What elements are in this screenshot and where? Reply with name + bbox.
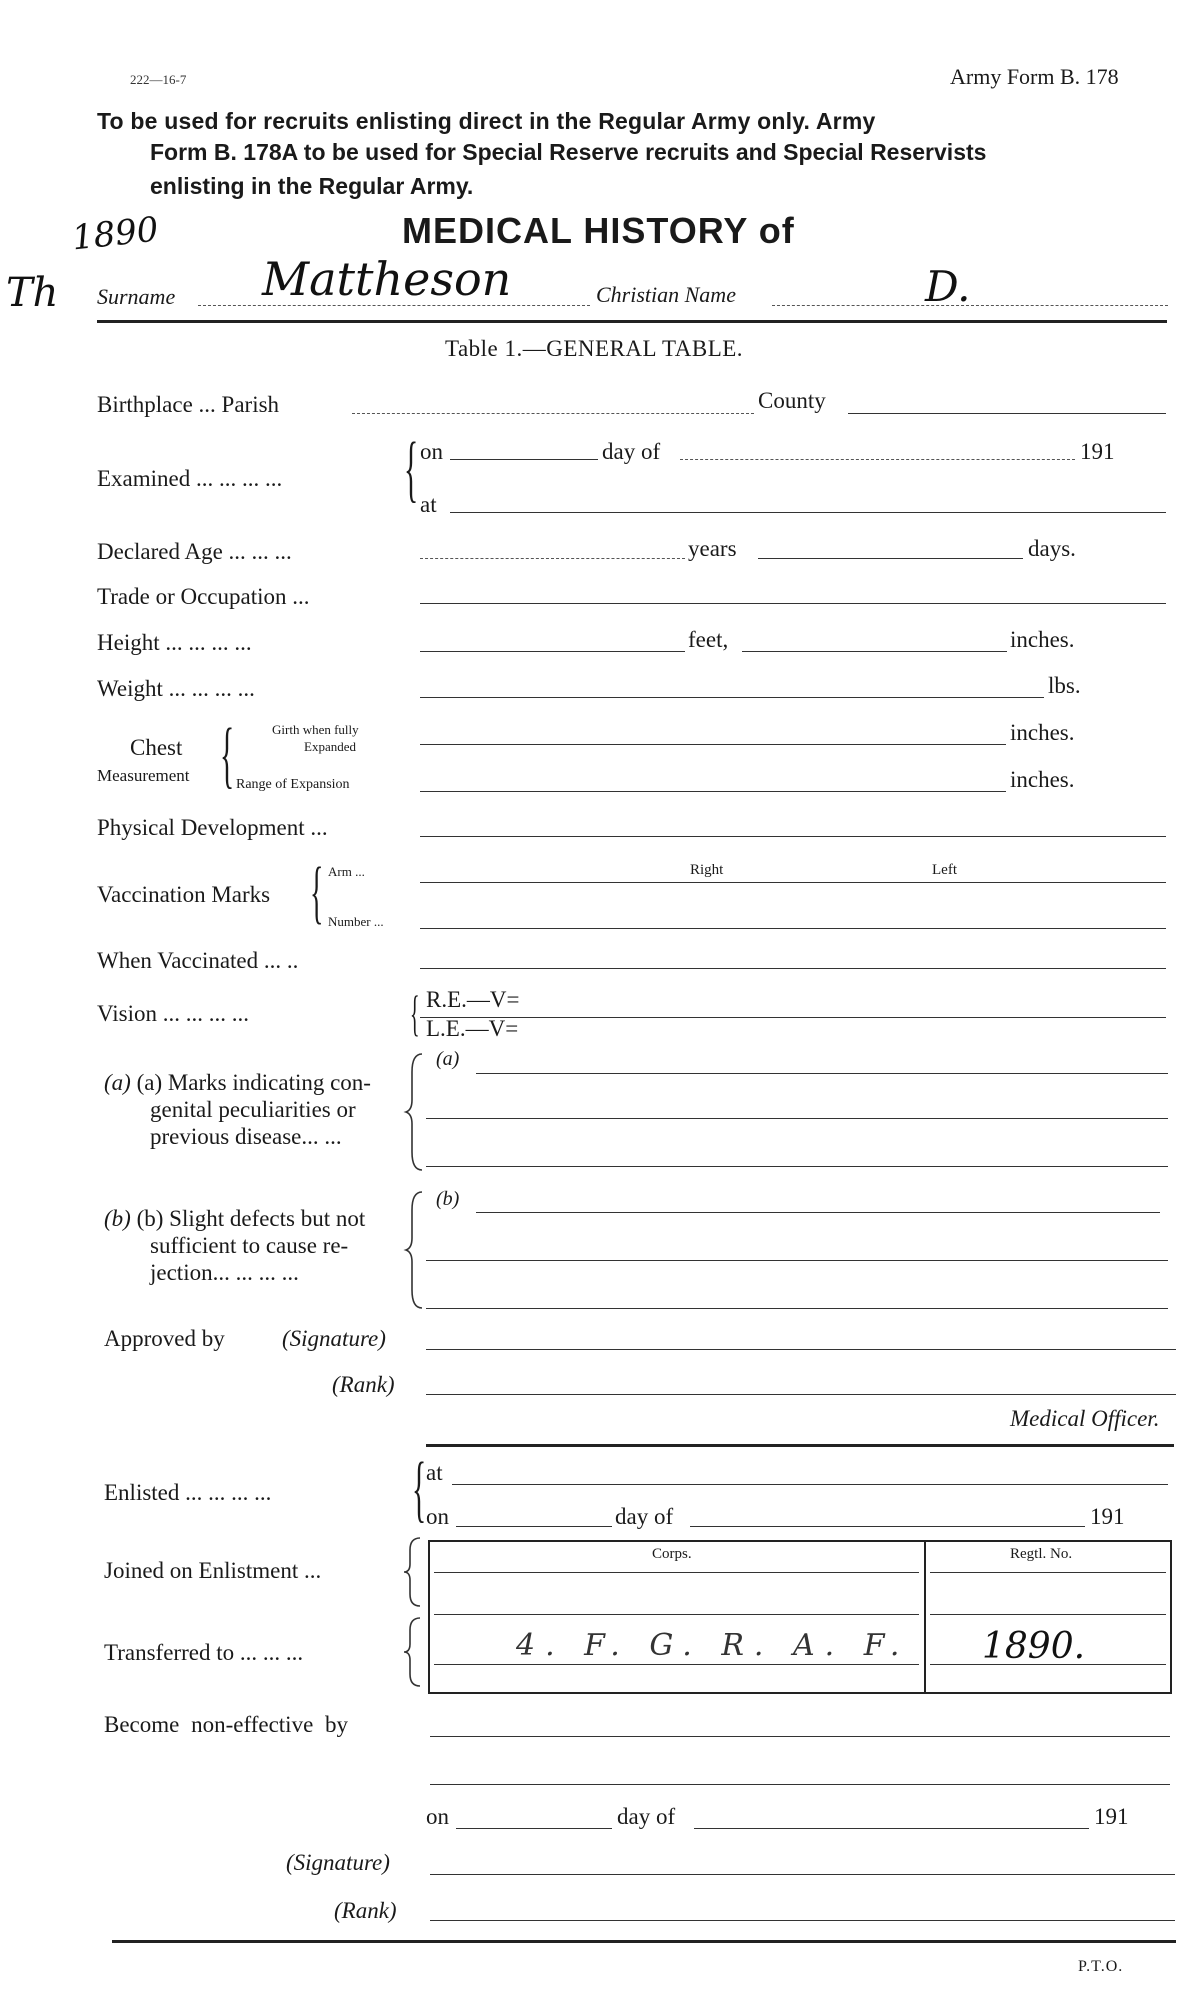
non-effective-label: Become non-effective by	[104, 1712, 349, 1737]
footer-divider	[112, 1940, 1176, 1943]
defects-b-text: (b) Slight defects but not	[136, 1206, 366, 1231]
enlisted-day-line	[690, 1526, 1085, 1527]
enlisted-brace: {	[412, 1448, 427, 1530]
instruction-line-1: To be used for recruits enlisting direct in the Regular Army only. Army	[97, 108, 876, 134]
table-mid-rule-2	[930, 1614, 1166, 1615]
right-eye-label: R.E.—V=	[426, 987, 520, 1012]
form-title: Army Form B. 178	[950, 64, 1119, 89]
county-line	[848, 413, 1166, 414]
instruction-line-2: Form B. 178A to be used for Special Reserve recruits and Special Reservists	[150, 139, 987, 165]
weight-line	[420, 697, 1044, 698]
table-title: Table 1.—GENERAL TABLE.	[445, 336, 744, 361]
left-label: Left	[932, 862, 957, 878]
examined-at-line	[450, 512, 1166, 513]
birthplace-label: Birthplace ... Parish	[97, 392, 280, 417]
margin-note-initials: Th	[6, 270, 59, 316]
physical-development-label: Physical Development ...	[97, 815, 328, 840]
non-effective-day-line	[694, 1828, 1089, 1829]
enlisted-on-label: on	[426, 1504, 449, 1529]
days-line	[758, 558, 1023, 559]
examined-day-line	[680, 459, 1075, 460]
enlistment-table	[428, 1540, 1172, 1694]
non-effective-year: 191	[1094, 1804, 1129, 1829]
marks-a-line-1: (a) (a) Marks indicating con-	[104, 1070, 371, 1095]
corps-column-divider	[924, 1542, 926, 1692]
defects-b-line-a	[476, 1212, 1160, 1213]
defects-b-line-c	[426, 1308, 1168, 1309]
b-tag: (b)	[436, 1188, 460, 1210]
surname-label: Surname	[97, 284, 176, 309]
defects-b-line-b	[426, 1260, 1168, 1261]
regtl-no-header: Regtl. No.	[1010, 1546, 1073, 1562]
non-effective-rank-line	[430, 1920, 1175, 1921]
marks-a-brace	[408, 1052, 428, 1172]
examined-on-label: on	[420, 439, 443, 464]
approved-rank-line	[426, 1394, 1176, 1395]
examined-year: 191	[1080, 439, 1115, 464]
non-effective-line-1	[430, 1736, 1170, 1737]
transferred-corps-value: 4. F. G. R. A. F.	[516, 1628, 910, 1663]
marks-a-line-a	[476, 1073, 1168, 1074]
non-effective-on-label: on	[426, 1804, 449, 1829]
number-label: Number ...	[328, 914, 384, 929]
enlisted-year: 191	[1090, 1504, 1125, 1529]
joined-label: Joined on Enlistment ...	[104, 1558, 322, 1583]
table-header-rule-2	[930, 1572, 1166, 1573]
marks-a-text: (a) Marks indicating con-	[136, 1070, 371, 1095]
non-effective-line-2	[430, 1784, 1170, 1785]
enlisted-day-of-label: day of	[615, 1504, 674, 1529]
marks-a-line-b	[426, 1118, 1168, 1119]
trade-label: Trade or Occupation ...	[97, 584, 310, 609]
non-effective-rank-label: (Rank)	[334, 1898, 397, 1923]
girth-label-2: Expanded	[304, 739, 356, 754]
marks-a-line-c	[426, 1166, 1168, 1167]
transferred-regtl-value: 1890.	[982, 1626, 1086, 1667]
number-line	[420, 928, 1166, 929]
height-label: Height ... ... ... ...	[97, 630, 252, 655]
enlisted-at-label: at	[426, 1460, 443, 1485]
chest-brace: {	[220, 714, 235, 796]
margin-note-number: 1890	[70, 209, 161, 259]
approved-rank-label: (Rank)	[332, 1372, 395, 1397]
medical-officer-label: Medical Officer.	[1010, 1406, 1160, 1431]
arm-line	[420, 882, 1166, 883]
vision-brace: {	[410, 985, 420, 1041]
when-vaccinated-label: When Vaccinated ... ..	[97, 948, 299, 973]
vaccination-brace: {	[310, 854, 324, 931]
left-eye-label: L.E.—V=	[426, 1016, 519, 1041]
when-vaccinated-line	[420, 968, 1166, 969]
vision-line	[420, 1017, 1166, 1018]
joined-brace	[406, 1536, 426, 1608]
range-line	[420, 791, 1006, 792]
physical-line	[420, 836, 1166, 837]
pto-label: P.T.O.	[1078, 1958, 1124, 1975]
girth-label-1: Girth when fully	[272, 722, 359, 737]
marks-a-line-2: genital peculiarities or	[150, 1097, 356, 1122]
christian-name-label: Christian Name	[596, 282, 736, 307]
approved-divider	[426, 1444, 1174, 1447]
declared-age-label: Declared Age ... ... ...	[97, 539, 292, 564]
right-label: Right	[690, 862, 724, 878]
vaccination-label: Vaccination Marks	[97, 882, 271, 907]
enlisted-at-line	[452, 1484, 1168, 1485]
trade-line	[420, 603, 1166, 604]
transferred-brace	[406, 1616, 426, 1688]
enlisted-on-line	[456, 1526, 612, 1527]
days-label: days.	[1028, 536, 1076, 561]
header-divider	[97, 320, 1167, 323]
corps-header: Corps.	[652, 1546, 692, 1562]
defects-b-line-2: sufficient to cause re-	[150, 1233, 349, 1258]
vision-label: Vision ... ... ... ...	[97, 1001, 249, 1026]
table-low-rule	[434, 1664, 919, 1665]
table-mid-rule	[434, 1614, 919, 1615]
arm-label: Arm ...	[328, 864, 365, 879]
years-label: years	[688, 536, 737, 561]
non-effective-signature-label: (Signature)	[286, 1850, 390, 1875]
non-effective-on-line	[456, 1828, 612, 1829]
inches-label: inches.	[1010, 627, 1075, 652]
weight-label: Weight ... ... ... ...	[97, 676, 255, 701]
table-header-rule	[434, 1572, 919, 1573]
county-label: County	[758, 388, 826, 413]
range-label: Range of Expansion	[236, 777, 350, 792]
non-effective-day-of-label: day of	[617, 1804, 676, 1829]
transferred-label: Transferred to ... ... ...	[104, 1640, 304, 1665]
approved-signature-line	[426, 1349, 1176, 1350]
feet-line	[420, 651, 685, 652]
lbs-label: lbs.	[1048, 673, 1081, 698]
approved-signature-label: (Signature)	[282, 1326, 386, 1351]
enlisted-label: Enlisted ... ... ... ...	[104, 1480, 272, 1505]
defects-b-line-3: jection... ... ... ...	[150, 1260, 299, 1285]
examined-on-line	[450, 459, 598, 460]
a-tag: (a)	[436, 1048, 460, 1070]
main-title: MEDICAL HISTORY of	[402, 210, 795, 251]
instruction-line-3: enlisting in the Regular Army.	[150, 173, 474, 199]
defects-b-brace	[408, 1190, 428, 1310]
chest-label: Chest	[130, 735, 183, 760]
marks-a-line-3: previous disease... ...	[150, 1124, 342, 1149]
christian-name-value: D.	[925, 262, 971, 311]
form-code: 222—16-7	[130, 72, 187, 87]
surname-value: Mattheson	[262, 252, 512, 306]
defects-b-line-1: (b) (b) Slight defects but not	[104, 1206, 366, 1231]
non-effective-signature-line	[430, 1874, 1175, 1875]
inches-line	[742, 651, 1007, 652]
range-inches: inches.	[1010, 767, 1075, 792]
girth-line	[420, 744, 1006, 745]
examined-day-of-label: day of	[602, 439, 661, 464]
approved-by-label: Approved by	[104, 1326, 225, 1351]
examined-label: Examined ... ... ... ...	[97, 466, 283, 491]
feet-label: feet,	[688, 627, 729, 652]
parish-line	[352, 413, 754, 414]
girth-inches: inches.	[1010, 720, 1075, 745]
examined-at-label: at	[420, 492, 437, 517]
chest-measurement-label: Measurement	[97, 766, 190, 785]
examined-brace: {	[404, 428, 419, 510]
years-line	[420, 558, 685, 559]
